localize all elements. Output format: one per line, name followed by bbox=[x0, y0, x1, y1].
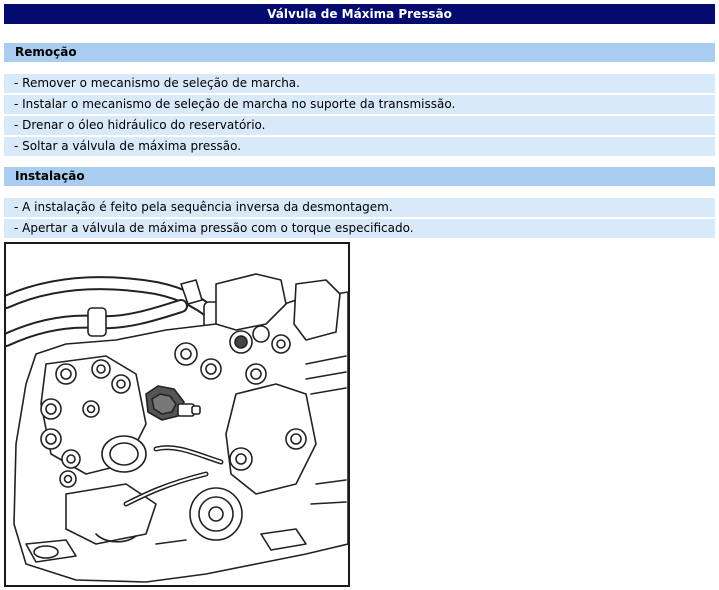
installation-step-1: - A instalação é feito pela sequência inversa da desmontagem. bbox=[4, 198, 715, 217]
removal-step-2: - Instalar o mecanismo de seleção de marcha no suporte da transmissão. bbox=[4, 95, 715, 114]
valve-illustration bbox=[4, 242, 350, 587]
section-header-installation: Instalação bbox=[4, 167, 715, 186]
installation-step-2: - Apertar a válvula de máxima pressão com o torque especificado. bbox=[4, 219, 715, 238]
page-title: Válvula de Máxima Pressão bbox=[4, 4, 715, 24]
transmission-drawing bbox=[6, 244, 348, 585]
section-header-removal: Remoção bbox=[4, 43, 715, 62]
removal-step-3: - Drenar o óleo hidráulico do reservatório. bbox=[4, 116, 715, 135]
removal-step-1: - Remover o mecanismo de seleção de marcha. bbox=[4, 74, 715, 93]
removal-step-4: - Soltar a válvula de máxima pressão. bbox=[4, 137, 715, 156]
